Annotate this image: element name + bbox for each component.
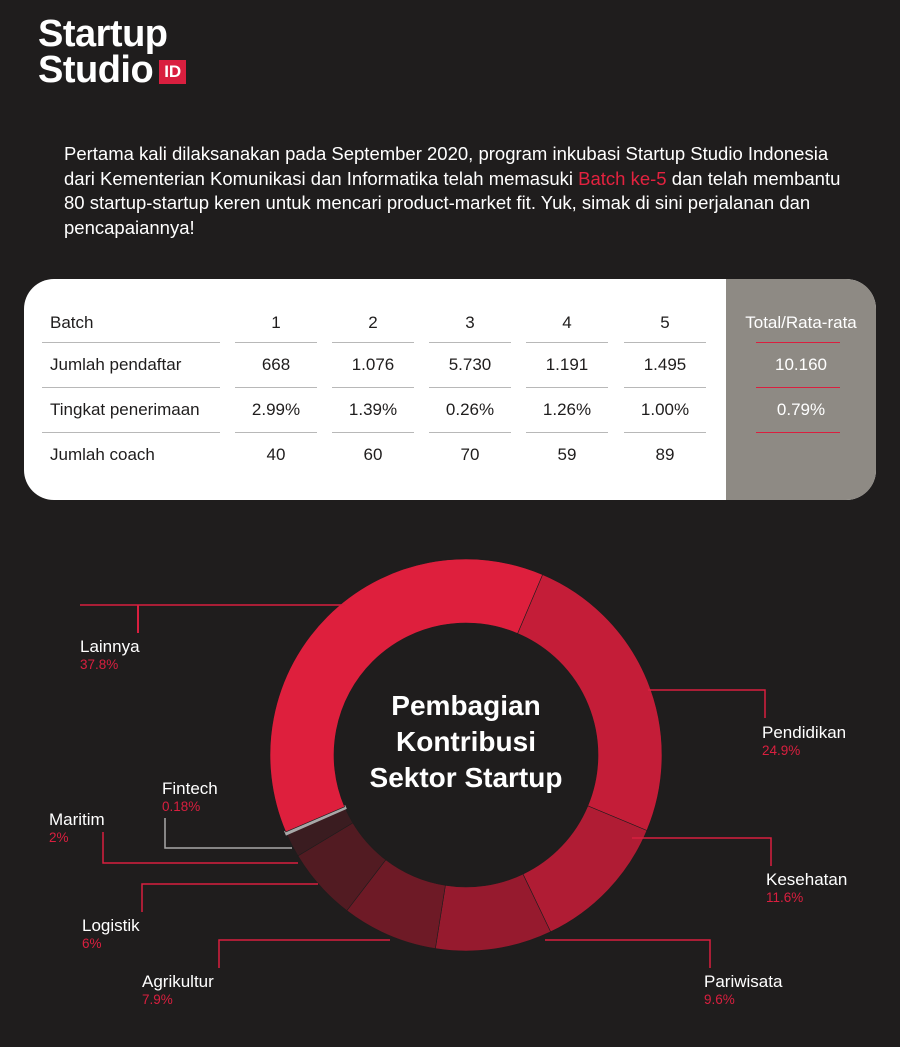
table-cell: 1.39% — [348, 400, 398, 419]
label-lainnya-pct: 37.8% — [80, 657, 119, 672]
label-lainnya-name: Lainnya — [80, 637, 140, 656]
label-agrikultur — [142, 972, 214, 1008]
label-pariwisata-pct: 9.6% — [704, 992, 735, 1007]
table-header-3: 3 — [465, 313, 475, 332]
table-cell: 1.26% — [542, 400, 592, 419]
row-label-coach: Jumlah coach — [50, 445, 155, 464]
table-header-2: 2 — [368, 313, 378, 332]
label-maritim-name: Maritim — [49, 810, 105, 829]
chart-title: Pembagian Kontribusi Sektor Startup — [369, 690, 563, 793]
table-cell: 40 — [266, 445, 286, 464]
label-fintech-pct: 0.18% — [162, 799, 201, 814]
intro-text-1: Pertama kali dilaksanakan pada September 2020, program inkubasi Startup Studio Indonesia dari Kementerian Komunikasi dan Informatika telah memasuki — [64, 143, 829, 189]
label-logistik-pct: 6% — [82, 936, 102, 951]
label-maritim-pct: 2% — [49, 830, 69, 845]
intro-text-2: dan telah membantu 80 startup-startup keren untuk mencari product-market fit. Yuk, simak di sini perjalanan dan pencapaiannya! — [64, 167, 841, 238]
logo-studio: Studio — [38, 49, 154, 91]
label-pendidikan — [762, 723, 846, 759]
table-cell: 70 — [460, 445, 480, 464]
row-label-penerimaan: Tingkat penerimaan — [50, 400, 200, 419]
table-header-1: 1 — [271, 313, 281, 332]
table-cell: 60 — [363, 445, 383, 464]
logo-id-badge: ID — [159, 60, 186, 84]
label-kesehatan — [766, 870, 847, 906]
table-header-4: 4 — [562, 313, 572, 332]
table-cell: 0.26% — [445, 400, 495, 419]
table-header-batch: Batch — [50, 313, 94, 332]
table-cell: 5.730 — [448, 355, 492, 374]
table-cell: 89 — [655, 445, 675, 464]
label-logistik-name: Logistik — [82, 916, 140, 935]
leader-line-kesehatan — [632, 838, 771, 866]
table-cell: 1.191 — [545, 355, 589, 374]
table-header-5: 5 — [660, 313, 670, 332]
leader-line-pendidikan — [648, 690, 765, 718]
label-fintech — [162, 779, 218, 815]
label-fintech-name: Fintech — [162, 779, 218, 798]
leader-line-lainnya-drop — [137, 605, 139, 633]
total-cell: 10.160 — [775, 355, 827, 374]
table-cell: 59 — [557, 445, 577, 464]
table-cell: 1.00% — [640, 400, 690, 419]
logo-startup: Startup — [38, 13, 168, 55]
intro-highlight: Batch ke-5 — [578, 167, 667, 189]
label-agrikultur-pct: 7.9% — [142, 992, 173, 1007]
label-maritim — [49, 810, 105, 846]
leader-line-pariwisata — [545, 940, 710, 968]
row-label-pendaftar: Jumlah pendaftar — [50, 355, 182, 374]
label-logistik — [82, 916, 140, 952]
leader-line-fintech — [165, 818, 292, 848]
table-cell: 2.99% — [251, 400, 301, 419]
table-cell: 1.495 — [643, 355, 687, 374]
table-header-total: Total/Rata-rata — [745, 313, 857, 332]
leader-line-agrikultur — [219, 940, 390, 968]
total-cell: 0.79% — [776, 400, 826, 419]
label-pendidikan-name: Pendidikan — [762, 723, 847, 742]
table-cell: 1.076 — [351, 355, 395, 374]
label-kesehatan-pct: 11.6% — [766, 890, 804, 905]
label-pendidikan-pct: 24.9% — [762, 743, 801, 758]
label-kesehatan-name: Kesehatan — [766, 870, 848, 889]
label-pariwisata — [704, 972, 782, 1008]
label-lainnya — [80, 637, 140, 673]
leader-line-logistik — [142, 884, 318, 912]
label-agrikultur-name: Agrikultur — [142, 972, 214, 991]
table-cell: 668 — [261, 355, 291, 374]
label-pariwisata-name: Pariwisata — [704, 972, 783, 991]
